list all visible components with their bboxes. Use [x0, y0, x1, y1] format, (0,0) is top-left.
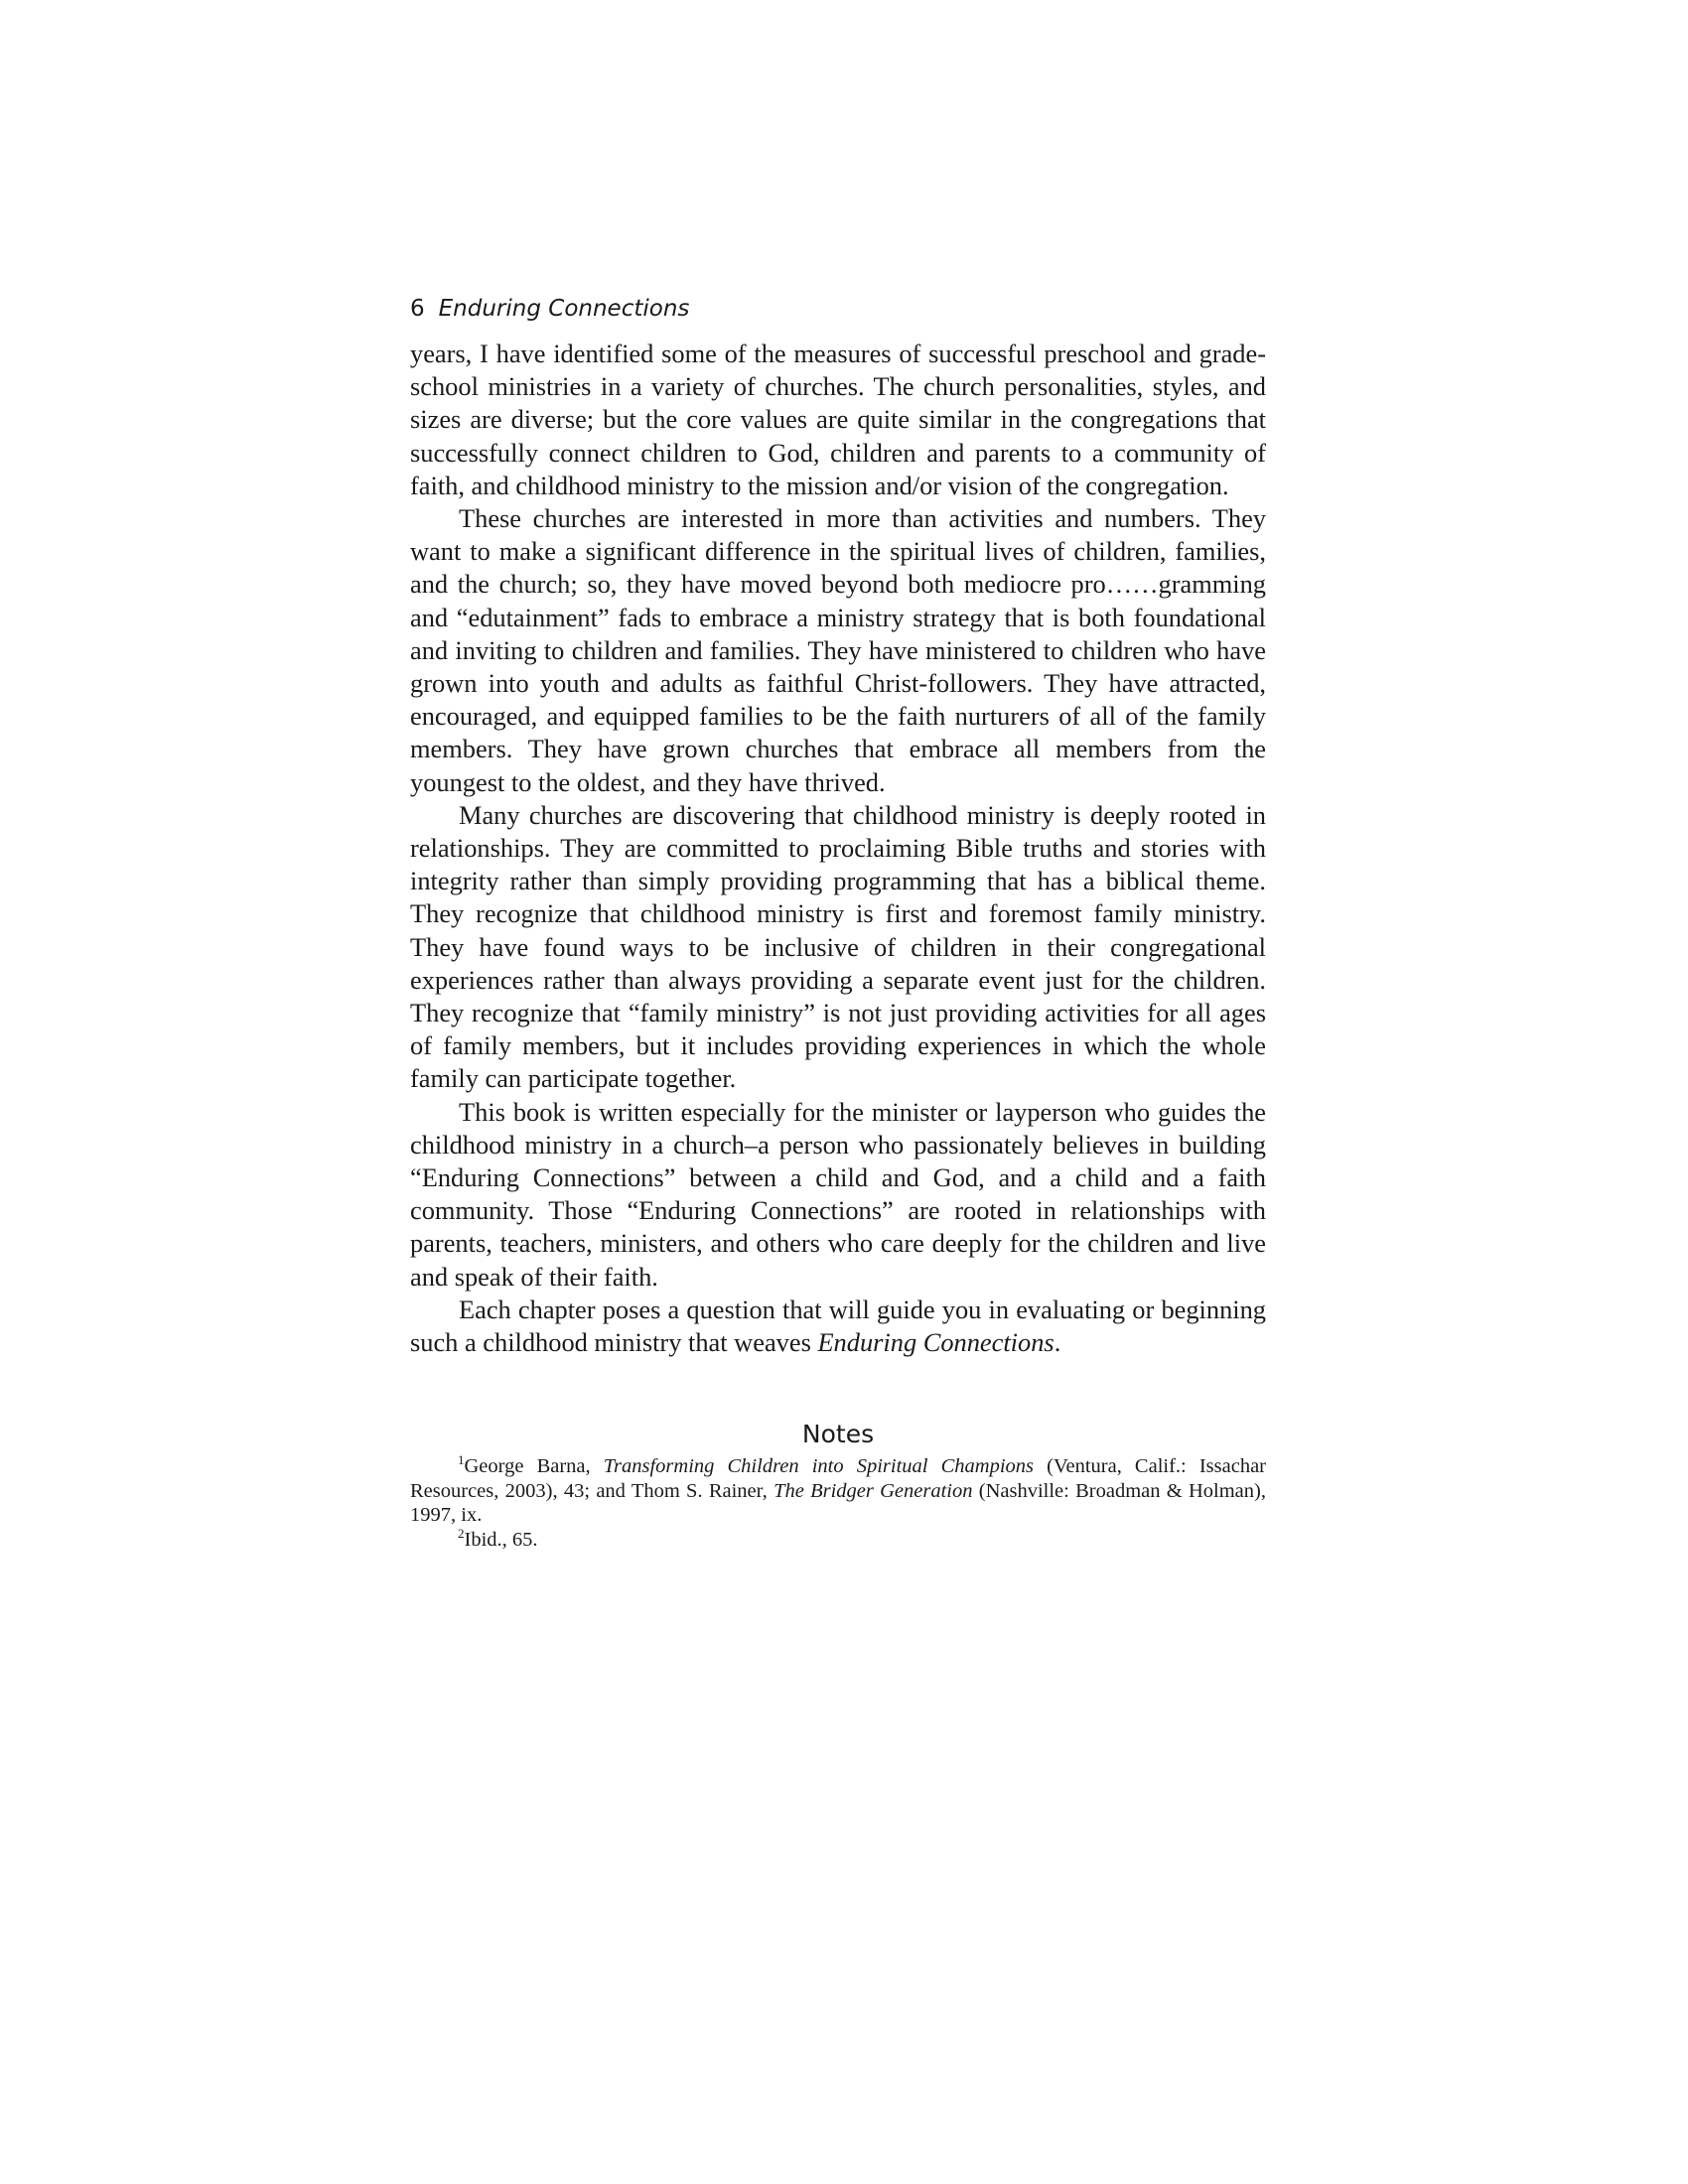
body-text	[410, 338, 1266, 1359]
page-number: 6	[410, 296, 425, 322]
footnote-1-part-c: (Nashville: Broadman & Holman), 1997, ix.	[410, 1479, 1266, 1527]
footnote-1-number: 1	[458, 1452, 465, 1468]
paragraph-3: Many churches are discovering that childhood ministry is deeply rooted in relationships. They are committed to proclaiming Bible truths and stories with integrity rather than simply providing programming that has a biblical theme. They recognize that childhood ministry is first and foremost family ministry. They have found ways to be inclusive of children in their congregational experiences rather than always providing a separate event just for the children. They recognize that “family ministry” is not just providing activities for all ages of family members, but it includes providing experiences in which the whole family can participate together.	[410, 799, 1266, 1094]
paragraph-5-text: Each chapter poses a question that will guide you in evaluating or beginning such a childhood ministry that weaves	[410, 1294, 1266, 1358]
book-page	[410, 294, 1266, 1552]
footnote-1-part-a: George Barna,	[464, 1455, 604, 1478]
footnote-1-book-2: The Bridger Generation	[774, 1479, 973, 1502]
paragraph-5	[410, 1294, 1266, 1359]
paragraph-1: years, I have identified some of the measures of successful preschool and grade-school ministries in a variety of churches. The church personalities, styles, and sizes are diverse; but the core values are quite similar in the congregations that successfully connect children to God, children and parents to a community of faith, and childhood ministry to the mission and/or vision of the congregation.	[410, 339, 1266, 500]
paragraph-5-end: .	[1054, 1327, 1061, 1358]
paragraph-5-title: Enduring Connections	[817, 1327, 1055, 1358]
notes-section	[410, 1419, 1266, 1552]
footnote-1-part-b: (Ventura, Calif.: Issachar Resources, 2003), 43; and Thom S. Rainer,	[410, 1455, 1267, 1502]
notes-heading: Notes	[801, 1420, 875, 1449]
footnote-2-text: Ibid., 65.	[464, 1528, 538, 1551]
paragraph-4: This book is written especially for the minister or layperson who guides the childhood ministry in a church–a person who passionately believes in building “Enduring Connections” between a child and God, and a child and a faith community. Those “Enduring Connections” are rooted in relationships with parents, teachers, ministers, and others who care deeply for the children and live and speak of their faith.	[410, 1096, 1266, 1292]
paragraph-2: These churches are interested in more than activities and numbers. They want to make a significant difference in the spiritual lives of children, families, and the church; so, they have moved beyond both mediocre pro……gramming and “edutainment” fads to embrace a ministry strategy that is both foundational and inviting to children and families. They have ministered to children who have grown into youth and adults as faithful Christ-followers. They have attracted, encouraged, and equipped families to be the faith nurturers of all of the family members. They have grown churches that embrace all members from the youngest to the oldest, and they have thrived.	[410, 503, 1266, 797]
footnote-2	[410, 1525, 1266, 1553]
running-head	[410, 294, 1266, 324]
book-title: Enduring Connections	[438, 296, 690, 322]
footnote-1	[410, 1454, 1266, 1528]
footnote-1-book-1: Transforming Children into Spiritual Champions	[603, 1455, 1035, 1478]
footnote-2-number: 2	[458, 1525, 465, 1541]
